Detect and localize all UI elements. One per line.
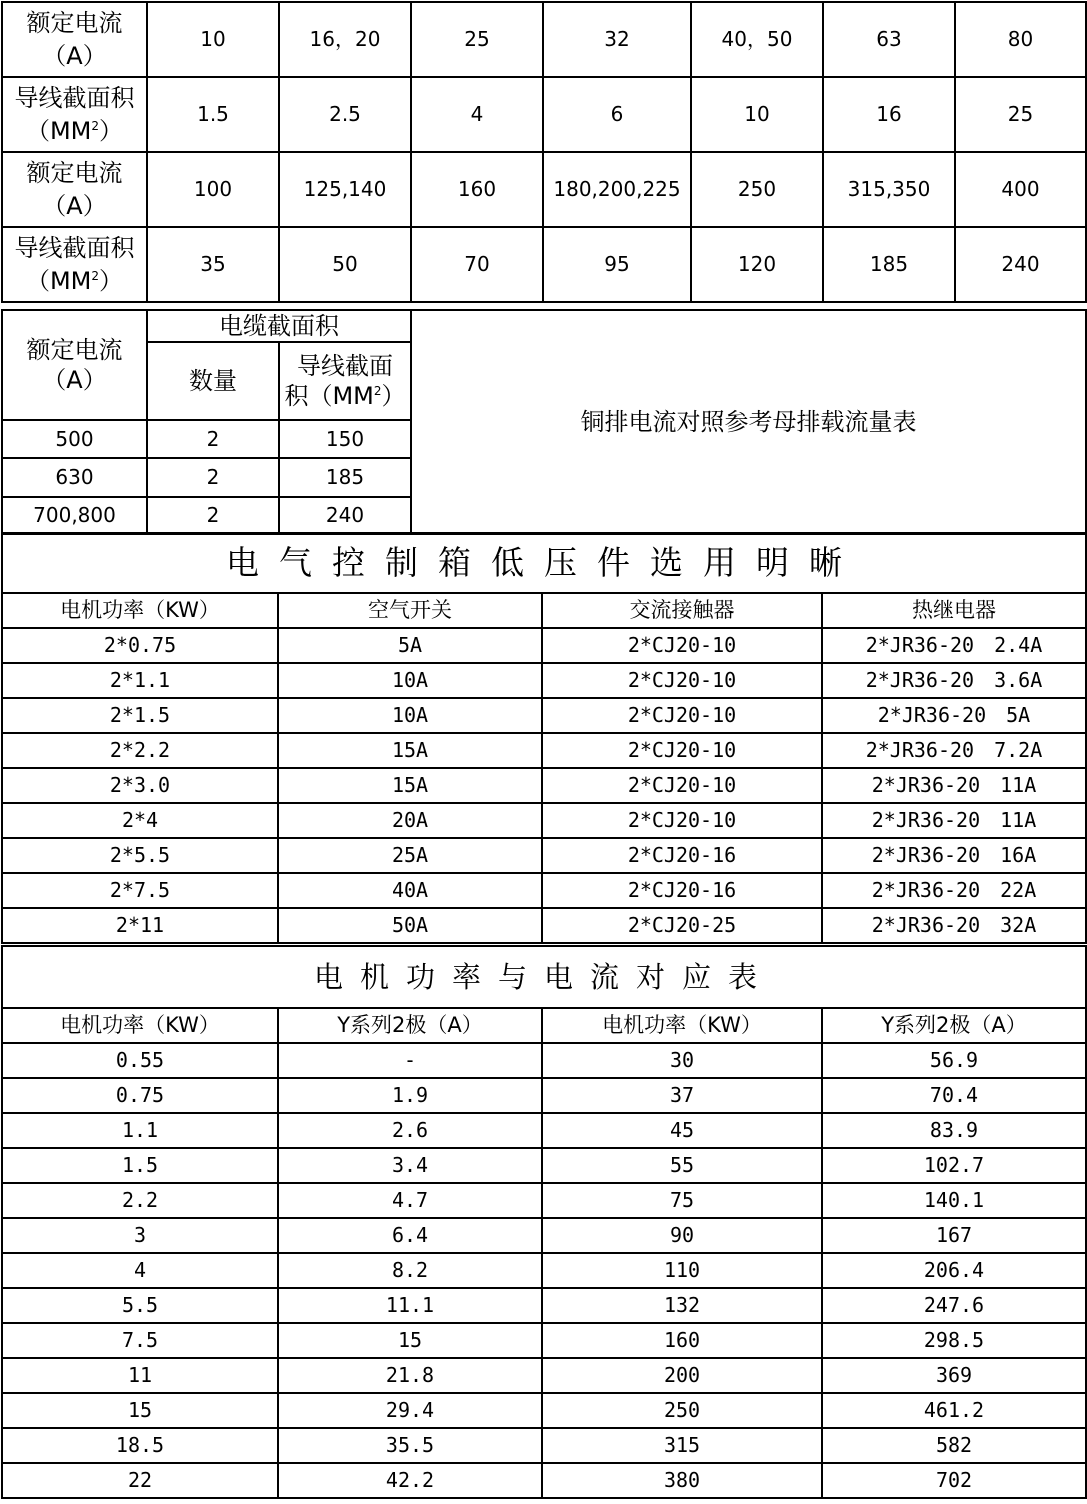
table-cell: 29.4 bbox=[278, 1393, 542, 1428]
table-cell: 50 bbox=[279, 227, 411, 302]
cable-size-table bbox=[1, 309, 1087, 535]
table-cell: 2*JR36-20 22A bbox=[822, 873, 1086, 908]
table-cell: 80 bbox=[955, 2, 1086, 77]
table-cell: 2*CJ20-10 bbox=[542, 663, 822, 698]
table-cell: 32 bbox=[543, 2, 691, 77]
column-header: 电机功率（KW） bbox=[2, 593, 278, 628]
table-row bbox=[2, 1428, 1086, 1463]
motor-current-table bbox=[1, 945, 1087, 1499]
table-cell: 40，50 bbox=[691, 2, 823, 77]
table-row bbox=[2, 838, 1086, 873]
table-cell: 180,200,225 bbox=[543, 152, 691, 227]
table-cell: 15A bbox=[278, 733, 542, 768]
table-cell: 55 bbox=[542, 1148, 822, 1183]
table-row bbox=[2, 663, 1086, 698]
table-cell: 2*1.1 bbox=[2, 663, 278, 698]
table-cell: 15 bbox=[278, 1323, 542, 1358]
table-cell: 2*2.2 bbox=[2, 733, 278, 768]
table-cell: 83.9 bbox=[822, 1113, 1086, 1148]
table-cell: 2*CJ20-10 bbox=[542, 768, 822, 803]
table-row bbox=[2, 698, 1086, 733]
table-cell: 160 bbox=[411, 152, 543, 227]
table-row bbox=[2, 1113, 1086, 1148]
table-cell: 250 bbox=[691, 152, 823, 227]
table-cell: 2 bbox=[147, 458, 279, 497]
table-cell: 2*CJ20-10 bbox=[542, 698, 822, 733]
column-header: 电机功率（KW） bbox=[542, 1008, 822, 1043]
table-cell: 6 bbox=[543, 77, 691, 152]
table-cell: 2*JR36-20 11A bbox=[822, 768, 1086, 803]
table-cell: 10 bbox=[147, 2, 279, 77]
table-cell: 140.1 bbox=[822, 1183, 1086, 1218]
table-row bbox=[2, 152, 1086, 227]
table-cell: 200 bbox=[542, 1358, 822, 1393]
table-cell: 18.5 bbox=[2, 1428, 278, 1463]
table-row bbox=[2, 1043, 1086, 1078]
busbar-note: 铜排电流对照参考母排载流量表 bbox=[411, 310, 1086, 534]
table-cell: 2*CJ20-10 bbox=[542, 733, 822, 768]
table-cell: 5A bbox=[278, 628, 542, 663]
header-row bbox=[2, 1008, 1086, 1043]
motor-current-title: 电机功率与电流对应表 bbox=[2, 946, 1086, 1008]
table-cell: 40A bbox=[278, 873, 542, 908]
table-cell: 6.4 bbox=[278, 1218, 542, 1253]
table-cell: 45 bbox=[542, 1113, 822, 1148]
table-cell: 16 bbox=[823, 77, 955, 152]
table-row bbox=[2, 733, 1086, 768]
cable-area-header: 导线截面 积$(MM^2)$ bbox=[279, 342, 411, 420]
table-row bbox=[2, 1288, 1086, 1323]
cable-count-header: 数量 bbox=[147, 342, 279, 420]
table-cell: 110 bbox=[542, 1253, 822, 1288]
table-cell: 11.1 bbox=[278, 1288, 542, 1323]
table-cell: 2*JR36-20 3.6A bbox=[822, 663, 1086, 698]
table-row bbox=[2, 1183, 1086, 1218]
table-row bbox=[2, 1078, 1086, 1113]
table-cell: 22 bbox=[2, 1463, 278, 1498]
table-cell: 15 bbox=[2, 1393, 278, 1428]
table-cell: 42.2 bbox=[278, 1463, 542, 1498]
table-cell: 250 bbox=[542, 1393, 822, 1428]
table-cell: 2*5.5 bbox=[2, 838, 278, 873]
table-cell: - bbox=[278, 1043, 542, 1078]
table-cell: 315 bbox=[542, 1428, 822, 1463]
table-cell: 582 bbox=[822, 1428, 1086, 1463]
table-cell: 167 bbox=[822, 1218, 1086, 1253]
table-cell: 369 bbox=[822, 1358, 1086, 1393]
table-cell: 2*CJ20-10 bbox=[542, 803, 822, 838]
table-cell: 2*0.75 bbox=[2, 628, 278, 663]
table-cell: 25A bbox=[278, 838, 542, 873]
table-cell: 2.6 bbox=[278, 1113, 542, 1148]
table-cell: 1.1 bbox=[2, 1113, 278, 1148]
table-cell: 2*JR36-20 16A bbox=[822, 838, 1086, 873]
table-cell: 0.55 bbox=[2, 1043, 278, 1078]
rated-current-header: 额定电流 （A） bbox=[2, 310, 147, 420]
table-cell: 2*CJ20-16 bbox=[542, 838, 822, 873]
table-cell: 35 bbox=[147, 227, 279, 302]
table-cell: 315,350 bbox=[823, 152, 955, 227]
table-row bbox=[2, 873, 1086, 908]
table-cell: 3.4 bbox=[278, 1148, 542, 1183]
column-header: Y系列2极（A） bbox=[822, 1008, 1086, 1043]
table-cell: 2*7.5 bbox=[2, 873, 278, 908]
table-cell: 63 bbox=[823, 2, 955, 77]
table-cell: 2 bbox=[147, 497, 279, 534]
table-cell: 8.2 bbox=[278, 1253, 542, 1288]
table-cell: 56.9 bbox=[822, 1043, 1086, 1078]
table-cell: 70.4 bbox=[822, 1078, 1086, 1113]
table-cell: 2*CJ20-10 bbox=[542, 628, 822, 663]
table-cell: 240 bbox=[279, 497, 411, 534]
table-cell: 25 bbox=[955, 77, 1086, 152]
header-row bbox=[2, 593, 1086, 628]
table-row bbox=[2, 803, 1086, 838]
table-cell: 400 bbox=[955, 152, 1086, 227]
column-header: 电机功率（KW） bbox=[2, 1008, 278, 1043]
table-cell: 2*3.0 bbox=[2, 768, 278, 803]
table-cell: 2*JR36-20 7.2A bbox=[822, 733, 1086, 768]
rated-current-label: 额定电流 （A） bbox=[2, 152, 147, 227]
table-cell: 150 bbox=[279, 420, 411, 458]
table-cell: 2*4 bbox=[2, 803, 278, 838]
table-row bbox=[2, 1148, 1086, 1183]
table-cell: 70 bbox=[411, 227, 543, 302]
column-header: 空气开关 bbox=[278, 593, 542, 628]
table-cell: 185 bbox=[823, 227, 955, 302]
table-row bbox=[2, 1218, 1086, 1253]
table-row bbox=[2, 1393, 1086, 1428]
table-cell: 2*JR36-20 11A bbox=[822, 803, 1086, 838]
table-cell: 2*CJ20-25 bbox=[542, 908, 822, 943]
table-cell: 2*CJ20-16 bbox=[542, 873, 822, 908]
table-cell: 15A bbox=[278, 768, 542, 803]
table-cell: 11 bbox=[2, 1358, 278, 1393]
table-cell: 630 bbox=[2, 458, 147, 497]
table-cell: 10A bbox=[278, 663, 542, 698]
table-cell: 298.5 bbox=[822, 1323, 1086, 1358]
table-cell: 1.9 bbox=[278, 1078, 542, 1113]
table-cell: 247.6 bbox=[822, 1288, 1086, 1323]
table-cell: 240 bbox=[955, 227, 1086, 302]
table-cell: 1.5 bbox=[2, 1148, 278, 1183]
table-cell: 500 bbox=[2, 420, 147, 458]
table-cell: 0.75 bbox=[2, 1078, 278, 1113]
table-cell: 90 bbox=[542, 1218, 822, 1253]
table-row bbox=[2, 77, 1086, 152]
table-cell: 160 bbox=[542, 1323, 822, 1358]
table-cell: 4 bbox=[411, 77, 543, 152]
table-cell: 2 bbox=[147, 420, 279, 458]
table-cell: 125,140 bbox=[279, 152, 411, 227]
column-header: 交流接触器 bbox=[542, 593, 822, 628]
table-cell: 10 bbox=[691, 77, 823, 152]
table-cell: 2.2 bbox=[2, 1183, 278, 1218]
table-cell: 132 bbox=[542, 1288, 822, 1323]
table-row bbox=[2, 768, 1086, 803]
rated-current-label: 额定电流 （A） bbox=[2, 2, 147, 77]
table-cell: 461.2 bbox=[822, 1393, 1086, 1428]
table-row bbox=[2, 1253, 1086, 1288]
column-header: Y系列2极（A） bbox=[278, 1008, 542, 1043]
table-cell: 30 bbox=[542, 1043, 822, 1078]
table-cell: 100 bbox=[147, 152, 279, 227]
table-cell: 5.5 bbox=[2, 1288, 278, 1323]
table-cell: 2.5 bbox=[279, 77, 411, 152]
wire-area-label: 导线截面积 $(MM^2)$ bbox=[2, 227, 147, 302]
table-cell: 102.7 bbox=[822, 1148, 1086, 1183]
table-row bbox=[2, 1323, 1086, 1358]
wire-area-label: 导线截面积 $(MM^2)$ bbox=[2, 77, 147, 152]
control-box-title: 电气控制箱低压件选用明晰 bbox=[2, 533, 1086, 593]
table-row bbox=[2, 1463, 1086, 1498]
table-cell: 206.4 bbox=[822, 1253, 1086, 1288]
table-cell: 16，20 bbox=[279, 2, 411, 77]
table-cell: 25 bbox=[411, 2, 543, 77]
table-row bbox=[2, 1358, 1086, 1393]
control-box-table bbox=[1, 532, 1087, 944]
table-cell: 75 bbox=[542, 1183, 822, 1218]
table-cell: 4 bbox=[2, 1253, 278, 1288]
table-cell: 2*1.5 bbox=[2, 698, 278, 733]
table-cell: 702 bbox=[822, 1463, 1086, 1498]
table-row bbox=[2, 908, 1086, 943]
table-cell: 3 bbox=[2, 1218, 278, 1253]
table-cell: 95 bbox=[543, 227, 691, 302]
table-cell: 10A bbox=[278, 698, 542, 733]
table-cell: 21.8 bbox=[278, 1358, 542, 1393]
cable-area-group-header: 电缆截面积 bbox=[147, 310, 411, 342]
table-cell: 2*11 bbox=[2, 908, 278, 943]
table-row bbox=[2, 628, 1086, 663]
table-row bbox=[2, 2, 1086, 77]
table-row bbox=[2, 227, 1086, 302]
table-cell: 50A bbox=[278, 908, 542, 943]
table-cell: 37 bbox=[542, 1078, 822, 1113]
table-cell: 35.5 bbox=[278, 1428, 542, 1463]
table-cell: 2*JR36-20 32A bbox=[822, 908, 1086, 943]
table-cell: 380 bbox=[542, 1463, 822, 1498]
table-cell: 1.5 bbox=[147, 77, 279, 152]
table-cell: 2*JR36-20 5A bbox=[822, 698, 1086, 733]
table-cell: 7.5 bbox=[2, 1323, 278, 1358]
table-cell: 120 bbox=[691, 227, 823, 302]
table-cell: 2*JR36-20 2.4A bbox=[822, 628, 1086, 663]
column-header: 热继电器 bbox=[822, 593, 1086, 628]
wire-size-table bbox=[1, 1, 1087, 303]
table-cell: 4.7 bbox=[278, 1183, 542, 1218]
table-cell: 700,800 bbox=[2, 497, 147, 534]
table-cell: 20A bbox=[278, 803, 542, 838]
table-cell: 185 bbox=[279, 458, 411, 497]
